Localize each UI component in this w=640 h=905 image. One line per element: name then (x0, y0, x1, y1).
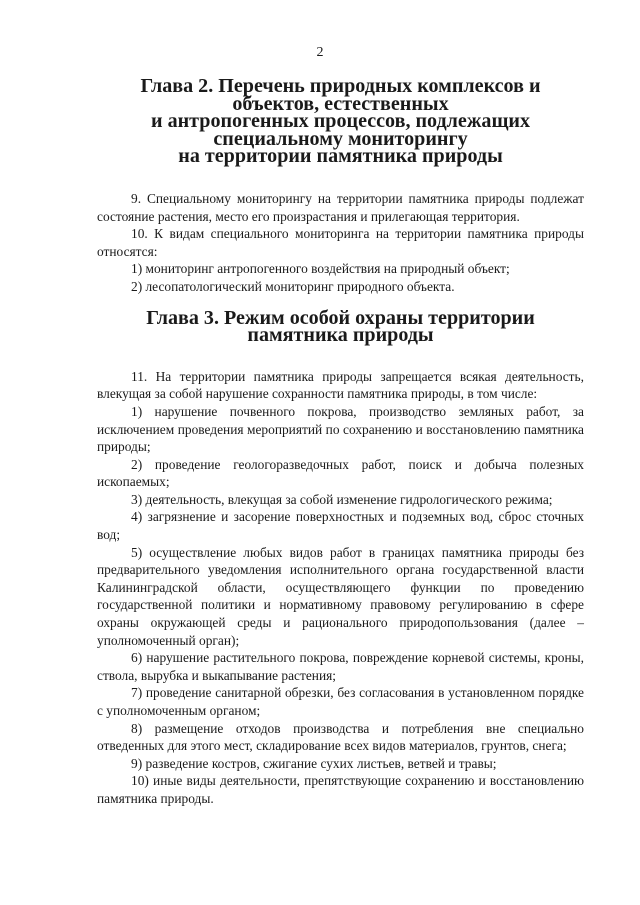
paragraph-10-item: 1) мониторинг антропогенного воздействия на природный объект; (131, 261, 510, 277)
chapter-3-heading: Глава 3. Режим особой охраны территории памятника природы (146, 306, 535, 347)
paragraph-9: 9. Специальному мониторингу на территории памятника природы подлежат состояние растения, место его произрастания и прилегающая территория. (97, 190, 584, 224)
paragraph-11-item: 2) проведение геологоразведочных работ, поиск и добыча полезных ископаемых; (97, 456, 584, 490)
paragraph-10-item: 2) лесопатологический мониторинг природного объекта. (131, 278, 455, 294)
paragraph-11-item: 6) нарушение растительного покрова, повреждение корневой системы, кроны, ствола, вырубка и выкапывание растения; (97, 650, 584, 683)
paragraph-11-item: 1) нарушение почвенного покрова, производство земляных работ, за исключением проведения мероприятий по сохранению и восстановлению памятника природы; (97, 403, 584, 455)
chapter-2-heading-line: Глава 2. Перечень природных комплексов и объектов, естественных (140, 75, 541, 115)
chapter-2-heading-line: на территории памятника природы (178, 145, 503, 168)
chapter-2-heading (97, 75, 584, 168)
chapter-2-heading-line: и антропогенных процессов, подлежащих специальному мониторингу (150, 110, 530, 150)
spacer (97, 166, 584, 190)
paragraph-11: 11. На территории памятника природы запрещается всякая деятельность, влекущая за собой нарушение сохранности памятника природы, в том числе: (97, 368, 584, 402)
paragraph-11-item: 3) деятельность, влекущая за собой изменение гидрологического режима; (131, 491, 553, 507)
paragraph-10: 10. К видам специального мониторинга на территории памятника природы относятся: (97, 226, 584, 259)
spacer (97, 345, 584, 368)
paragraph-11-item: 8) размещение отходов производства и потребления вне специально отведенных для этого мест, складирование всех видов материалов, грунтов, снега; (97, 720, 584, 754)
document-body (97, 75, 584, 808)
page-number: 2 (316, 45, 324, 60)
paragraph-11-item: 4) загрязнение и засорение поверхностных и подземных вод, сброс сточных вод; (97, 509, 584, 543)
paragraph-11-item: 5) осуществление любых видов работ в границах памятника природы без предварительного уведомления исполнительного органа государственной власти Калининградской области, осуществляющего функции по проведению государственной политики и нормативному правовому регулированию в сфере охраны окружающей среды и рационального природопользования (далее – уполномоченный орган); (97, 544, 584, 648)
paragraph-11-item: 7) проведение санитарной обрезки, без согласования в установленном порядке с уполномоченным органом; (97, 685, 584, 718)
paragraph-11-item: 9) разведение костров, сжигание сухих листьев, ветвей и травы; (131, 755, 497, 771)
paragraph-11-item: 10) иные виды деятельности, препятствующие сохранению и восстановлению памятника природы. (97, 773, 584, 806)
